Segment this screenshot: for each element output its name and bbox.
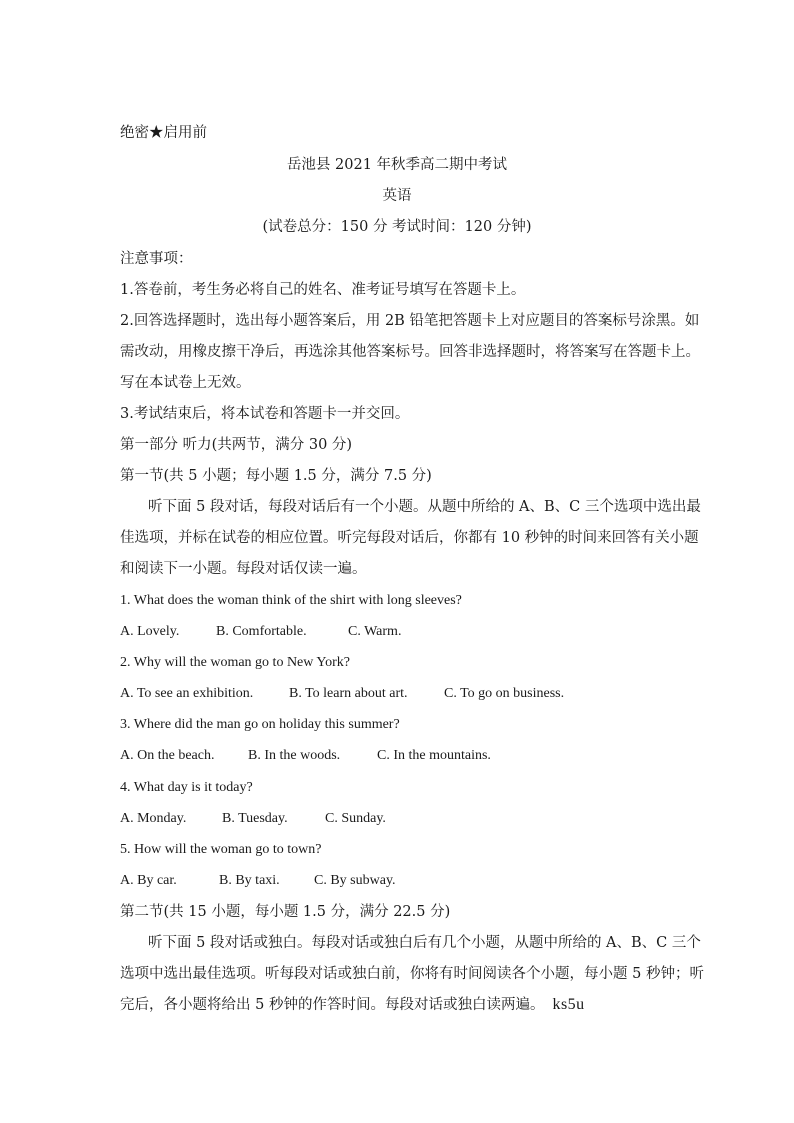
section1-instructions-line-2: 佳选项，并标在试卷的相应位置。听完每段对话后，你都有 10 秒钟的时间来回答有关小题 (120, 530, 699, 546)
section2-instructions-line-3-row (120, 996, 680, 1014)
question-2-option-a: A. To see an exhibition. (120, 686, 254, 701)
exam-title: 岳池县 2021 年秋季高二期中考试 (286, 157, 508, 173)
question-2-stem: 2. Why will the woman go to New York? (120, 655, 350, 670)
question-4-stem: 4. What day is it today? (120, 780, 253, 795)
watermark-text: ks5u (552, 996, 585, 1013)
question-2-option-c: C. To go on business. (444, 686, 565, 701)
question-1-stem: 1. What does the woman think of the shirt with long sleeves? (120, 593, 462, 608)
subject-title: 英语 (382, 188, 412, 204)
section1-title: 第一节(共 5 小题；每小题 1.5 分，满分 7.5 分) (120, 468, 432, 484)
question-2-option-b: B. To learn about art. (289, 686, 408, 701)
question-5-option-b: B. By taxi. (219, 873, 280, 888)
section2-instructions-line-3: 完后，各小题将给出 5 秒钟的作答时间。每段对话或独白读两遍。 (120, 997, 545, 1013)
exam-info: (试卷总分：150 分 考试时间：120 分钟) (262, 219, 532, 235)
question-3-stem: 3. Where did the man go on holiday this summer? (120, 717, 400, 732)
note-1: 1.答卷前，考生务必将自己的姓名、准考证号填写在答题卡上。 (120, 282, 526, 298)
note-2-line-2: 需改动，用橡皮擦干净后，再选涂其他答案标号。回答非选择题时，将答案写在答题卡上。 (120, 344, 700, 360)
question-5-option-a: A. By car. (120, 873, 177, 888)
question-1-option-a: A. Lovely. (120, 624, 180, 639)
note-3: 3.考试结束后，将本试卷和答题卡一并交回。 (120, 406, 410, 422)
section2-instructions-line-1: 听下面 5 段对话或独白。每段对话或独白后有几个小题，从题中所给的 A、B、C 三个 (148, 935, 701, 951)
question-4-option-c: C. Sunday. (325, 811, 386, 826)
question-4-option-b: B. Tuesday. (222, 811, 288, 826)
section1-instructions-line-1: 听下面 5 段对话，每段对话后有一个小题。从题中所给的 A、B、C 三个选项中选出最 (148, 499, 701, 515)
question-5-option-c: C. By subway. (314, 873, 396, 888)
section1-instructions-line-3: 和阅读下一小题。每段对话仅读一遍。 (120, 561, 367, 577)
secret-label: 绝密★启用前 (120, 125, 207, 141)
note-2-line-1: 2.回答选择题时，选出每小题答案后，用 2B 铅笔把答题卡上对应题目的答案标号涂黑。如 (120, 313, 700, 329)
question-3-option-b: B. In the woods. (248, 748, 341, 763)
question-4-option-a: A. Monday. (120, 811, 187, 826)
question-1-option-c: C. Warm. (348, 624, 402, 639)
question-1-option-b: B. Comfortable. (216, 624, 307, 639)
section2-instructions-line-2: 选项中选出最佳选项。听每段对话或独白前，你将有时间阅读各个小题，每小题 5 秒钟；听 (120, 966, 704, 982)
section2-title: 第二节(共 15 小题，每小题 1.5 分，满分 22.5 分) (120, 904, 451, 920)
question-5-stem: 5. How will the woman go to town? (120, 842, 322, 857)
part1-title: 第一部分 听力(共两节，满分 30 分) (120, 437, 353, 453)
question-3-option-c: C. In the mountains. (377, 748, 491, 763)
note-2-line-3: 写在本试卷上无效。 (120, 375, 251, 391)
notes-heading: 注意事项： (120, 251, 193, 267)
question-3-option-a: A. On the beach. (120, 748, 215, 763)
